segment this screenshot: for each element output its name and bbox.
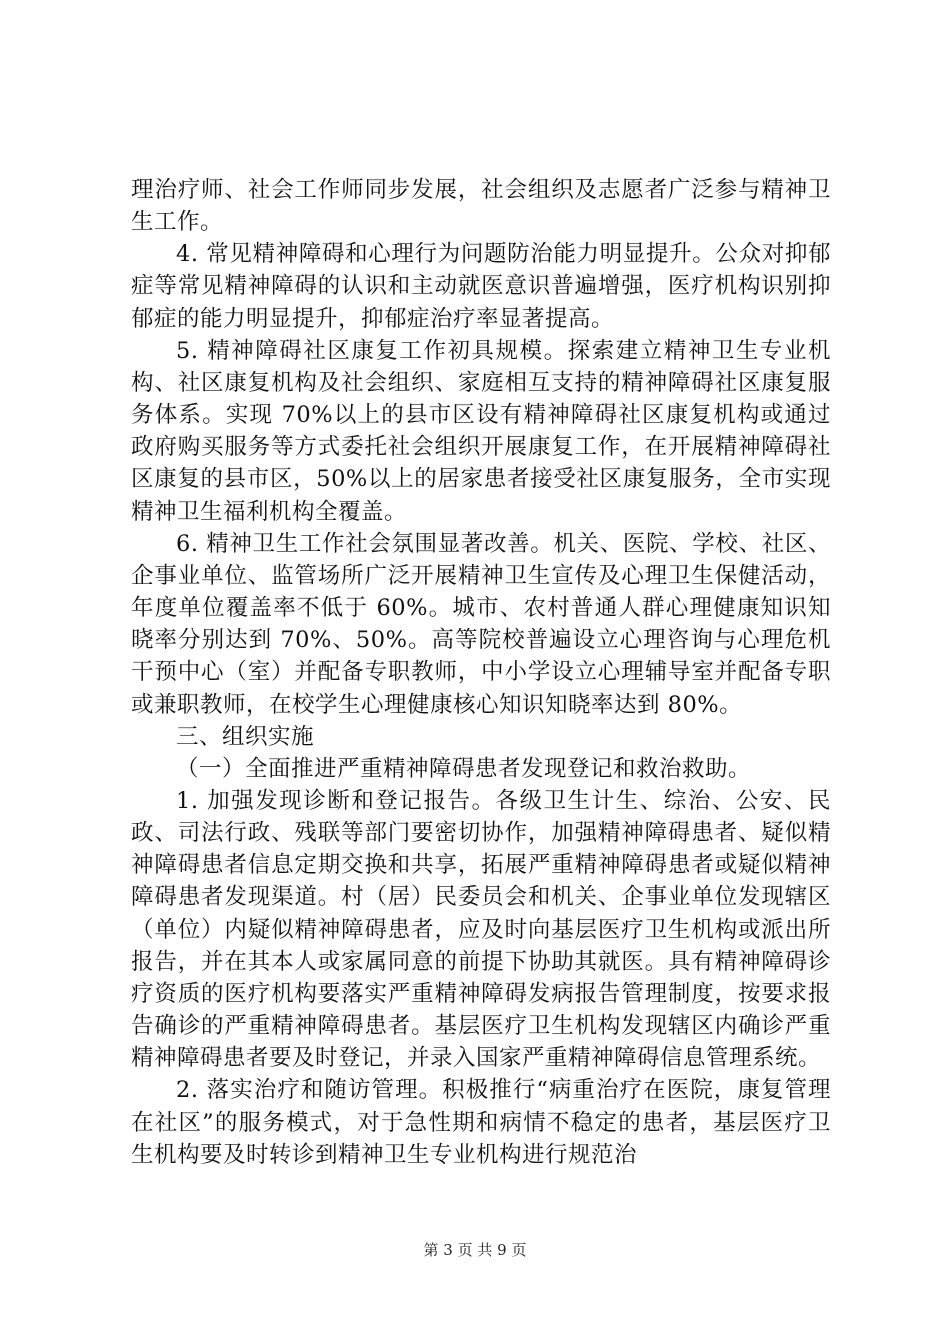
paragraph-item-6: 6. 精神卫生工作社会氛围显著改善。机关、医院、学校、社区、企事业单位、监管场所广泛开展精神卫生宣传及心理卫生保健活动，年度单位覆盖率不低于 60%。城市、农村普通人群心理健康知识知晓率分别达到 70%、50%。高等院校普遍设立心理咨询与心理危机干预中心（室）并配备专职教师，中小学设立心理辅导室并配备专职或兼职教师，在校学生心理健康核心知识知晓率达到 80%。 [131,530,831,718]
paragraph-item-1: 1. 加强发现诊断和登记报告。各级卫生计生、综治、公安、民政、司法行政、残联等部门要密切协作，加强精神障碍患者、疑似精神障碍患者信息定期交换和共享，拓展严重精神障碍患者或疑似精神障碍患者发现渠道。村（居）民委员会和机关、企事业单位发现辖区（单位）内疑似精神障碍患者，应及时向基层医疗卫生机构或派出所报告，并在其本人或家属同意的前提下协助其就医。具有精神障碍诊疗资质的医疗机构要落实严重精神障碍发病报告管理制度，按要求报告确诊的严重精神障碍患者。基层医疗卫生机构发现辖区内确诊严重精神障碍患者要及时登记，并录入国家严重精神障碍信息管理系统。 [131,787,831,1072]
subsection-heading: （一）全面推进严重精神障碍患者发现登记和救治救助。 [176,755,752,782]
page-footer: 第 3 页 共 9 页 [423,1241,527,1259]
paragraph-continuation: 理治疗师、社会工作师同步发展，社会组织及志愿者广泛参与精神卫生工作。 [131,177,831,236]
paragraph-item-5: 5. 精神障碍社区康复工作初具规模。探索建立精神卫生专业机构、社区康复机构及社会组织、家庭相互支持的精神障碍社区康复服务体系。实现 70%以上的县市区设有精神障碍社区康复机构或通过政府购买服务等方式委托社会组织开展康复工作，在开展精神障碍社区康复的县市区，50%以上的居家患者接受社区康复服务，全市实现精神卫生福利机构全覆盖。 [131,337,831,525]
document-body [131,174,831,1171]
paragraph-item-4: 4. 常见精神障碍和心理行为问题防治能力明显提升。公众对抑郁症等常见精神障碍的认识和主动就医意识普遍增强，医疗机构识别抑郁症的能力明显提升，抑郁症治疗率显著提高。 [131,241,831,332]
section-heading: 三、组织实施 [176,723,315,750]
paragraph-item-2: 2. 落实治疗和随访管理。积极推行“病重治疗在医院，康复管理在社区”的服务模式，对于急性期和病情不稳定的患者，基层医疗卫生机构要及时转诊到精神卫生专业机构进行规范治 [131,1077,831,1168]
